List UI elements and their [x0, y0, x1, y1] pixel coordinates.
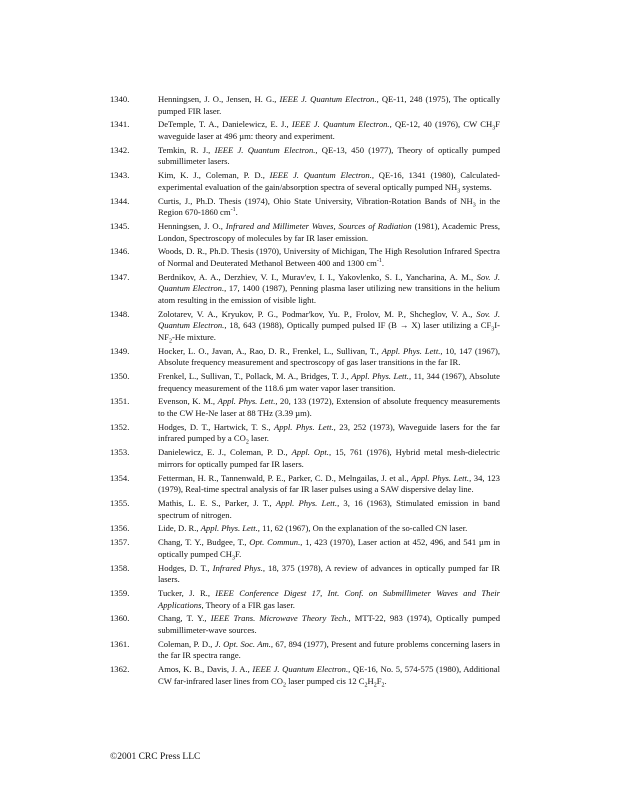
journal-title: IEEE Trans. Microwave Theory Tech. [210, 613, 349, 624]
journal-title: IEEE J. Quantum Electron. [291, 119, 390, 130]
text-run: F waveguide laser at 496 µm: theory and experiment. [158, 119, 500, 141]
text-run: , 11, 344 (1967), Absolute frequency measurement of the 118.6 µm water vapor laser transition. [158, 371, 500, 393]
text-run: DeTemple, T. A., Danielewicz, E. J., [158, 119, 292, 130]
reference-number: 1362. [110, 664, 130, 675]
reference-text [158, 498, 500, 521]
reference-number: 1352. [110, 421, 130, 432]
text-run: , MTT-22, 983 (1974), Optically pumped submillimeter-wave sources. [158, 613, 500, 635]
reference-entry [110, 371, 500, 394]
reference-number: 1350. [110, 371, 130, 381]
journal-title: IEEE J. Quantum Electron. [269, 170, 372, 181]
reference-number: 1342. [110, 144, 130, 155]
text-run: Temkin, R. J., [158, 144, 215, 155]
text-run: H [367, 675, 374, 686]
reference-text [158, 613, 500, 636]
reference-text [158, 396, 500, 419]
subscript: 3 [472, 202, 476, 209]
reference-text [158, 119, 500, 142]
text-run: Coleman, P. D., [158, 638, 215, 649]
journal-title: Appl. Phys. Lett. [217, 396, 276, 407]
reference-text [158, 145, 500, 168]
text-run: , 18, 375 (1978), A review of advances in optically pumped far IR lasers. [158, 562, 500, 585]
text-run: Curtis, J., Ph.D. Thesis (1974), Ohio State University, Vibration-Rotation Bands of NH [158, 195, 473, 206]
text-run: Chang, T. Y., Budgee, T., [158, 537, 250, 548]
text-run: Chang, T. Y., [158, 613, 211, 624]
journal-title: Appl. Phys. Lett. [351, 371, 409, 381]
text-run: Evenson, K. M., [158, 396, 218, 407]
text-run: Lide, D. R., [158, 523, 201, 534]
journal-title: Sov. J. Quantum Electron. [158, 271, 500, 294]
text-run: , 11, 62 (1967), On the explanation of the so-called CN laser. [257, 523, 468, 534]
text-run: , 15, 761 (1976), Hybrid metal mesh-dielectric mirrors for optically pumped far IR lasers. [158, 447, 500, 469]
text-run: Henningsen, J. O., [158, 220, 226, 231]
text-run: Tucker, J. R., [158, 587, 216, 598]
reference-number: 1360. [110, 613, 130, 624]
text-run: , 23, 252 (1973), Waveguide lasers for the far infrared pumped by a CO [158, 421, 500, 444]
text-run: , QE-16, No. 5, 574-575 (1980), Additional CW far-infrared laser lines from CO [158, 664, 500, 686]
reference-number: 1348. [110, 308, 130, 319]
journal-title: Appl. Phys. Lett. [274, 421, 334, 432]
journal-title: Infrared Phys. [212, 562, 263, 573]
reference-text [158, 346, 500, 369]
reference-text [158, 537, 500, 560]
text-run: systems. [460, 181, 492, 192]
text-run: (1981), Academic Press, London, Spectroscopy of molecules by far IR laser emission. [158, 220, 500, 243]
reference-entry [110, 639, 500, 662]
subscript: 2 [364, 682, 368, 689]
reference-text [158, 221, 500, 244]
text-run: , 1, 423 (1970), Laser action at 452, 496, and 541 µm in optically pumped CH [158, 537, 500, 559]
reference-entry [110, 447, 500, 470]
text-run: , 17, 1400 (1987), Penning plasma laser utilizing new transitions in the helium atom resulting in the emission of visible light. [158, 283, 500, 305]
journal-title: IEEE J. Quantum Electron. [279, 94, 377, 104]
text-run: laser. [248, 433, 269, 444]
reference-text [158, 664, 500, 687]
reference-entry [110, 396, 500, 419]
reference-number: 1361. [110, 638, 130, 649]
reference-text [158, 371, 500, 394]
journal-title: Opt. Commun. [249, 537, 301, 548]
reference-number: 1354. [110, 472, 130, 483]
journal-title: Appl. Phys. Lett. [275, 497, 338, 508]
subscript: 2 [373, 682, 377, 689]
text-run: , 34, 123 (1979), Real-time spectral analysis of far IR laser pulses using a SAW dispersive delay line. [158, 472, 500, 495]
reference-entry [110, 498, 500, 521]
text-run: , QE-16, 1341 (1980), Calculated-experimental evaluation of the gain/absorption spectra of several optically pumped NH [158, 170, 500, 192]
reference-text [158, 523, 500, 535]
text-run: , Theory of a FIR gas laser. [201, 599, 295, 610]
text-run: Hodges, D. T., [158, 562, 213, 573]
reference-text [158, 309, 500, 344]
text-run: Hodges, D. T., Hartwick, T. S., [158, 421, 274, 432]
reference-text [158, 473, 500, 496]
text-run: Woods, D. R., Ph.D. Thesis (1970), University of Michigan, The High Resolution Infrared Spectra of Normal and Deuterated Methanol Between 400 and 1300 cm [158, 246, 500, 268]
text-run: Kim, K. J., Coleman, P. D., [158, 170, 270, 181]
reference-number: 1344. [110, 195, 130, 206]
journal-title: Appl. Opt. [291, 447, 329, 458]
text-run: , 10, 147 (1967), Absolute frequency measurement and spectroscopy of gas laser transitions in the far IR. [158, 345, 500, 368]
subscript: 3 [492, 126, 496, 133]
text-run: , QE-11, 248 (1975), The optically pumped FIR laser. [158, 94, 500, 116]
reference-number: 1347. [110, 271, 130, 282]
reference-entry [110, 246, 500, 269]
text-run: Frenkel, L., Sullivan, T., Pollack, M. A., Bridges, T. J., [158, 371, 352, 381]
text-run: -He mixture. [172, 331, 216, 342]
reference-text [158, 94, 500, 117]
text-run: Danielewicz, E. J., Coleman, P. D., [158, 447, 292, 458]
superscript: -1 [230, 207, 236, 214]
reference-entry [110, 613, 500, 636]
reference-number: 1358. [110, 562, 130, 573]
text-run: Mathis, L. E. S., Parker, J. T., [158, 497, 276, 508]
journal-title: Sov. J. Quantum Electron. [158, 308, 501, 331]
reference-entry [110, 473, 500, 496]
text-run: I-NF [158, 320, 501, 342]
text-run: Zolotarev, V. A., Kryukov, P. G., Podmar'kov, Yu. P., Frolov, M. P., Shcheglov, V. A., [158, 308, 477, 319]
reference-text [158, 170, 500, 193]
reference-entry [110, 664, 500, 687]
text-run: , QE-12, 40 (1976), CW CH [389, 119, 493, 130]
reference-number: 1345. [110, 220, 130, 231]
journal-title: Appl. Phys. Lett. [411, 472, 470, 483]
text-run: , QE-13, 450 (1977), Theory of optically pumped submillimeter lasers. [158, 144, 500, 167]
copyright-footer: ©2001 CRC Press LLC [110, 752, 201, 762]
journal-title: Appl. Phys. Lett. [200, 523, 258, 534]
reference-text [158, 588, 500, 611]
reference-entry [110, 523, 500, 535]
text-run: , 3, 16 (1963), Stimulated emission in band spectrum of nitrogen. [158, 497, 500, 520]
reference-entry [110, 537, 500, 560]
reference-entry [110, 346, 500, 369]
text-run: Henningsen, J. O., Jensen, H. G., [158, 94, 280, 104]
reference-entry [110, 422, 500, 445]
journal-title: IEEE J. Quantum Electron. [214, 144, 316, 155]
reference-entry [110, 272, 500, 307]
reference-entry [110, 119, 500, 142]
reference-entry [110, 94, 500, 117]
text-run: laser pumped cis 12 C [285, 675, 365, 686]
reference-entry [110, 588, 500, 611]
reference-number: 1343. [110, 170, 130, 181]
text-run: F. [235, 548, 242, 559]
reference-number: 1357. [110, 537, 130, 548]
subscript: 2 [381, 682, 385, 689]
journal-title: IEEE Conference Digest 17, Int. Conf. on Submillimeter Waves and Their Applications [158, 587, 500, 610]
journal-title: Appl. Phys. Lett. [381, 345, 441, 356]
text-run: , 18, 643 (1988), Optically pumped pulsed IF (B → X) laser utilizing a CF [224, 320, 492, 331]
text-run: F [376, 675, 382, 686]
reference-text [158, 246, 500, 269]
reference-entry [110, 196, 500, 219]
text-run: Hocker, L. O., Javan, A., Rao, D. R., Frenkel, L., Sullivan, T., [158, 345, 382, 356]
reference-text [158, 272, 500, 307]
text-run: . [381, 257, 385, 268]
superscript: -1 [376, 258, 382, 265]
text-run: . [235, 207, 238, 218]
text-run: in the Region 670-1860 cm [158, 195, 501, 218]
subscript: 2 [245, 440, 249, 447]
subscript: 3 [232, 555, 236, 562]
reference-entry [110, 170, 500, 193]
reference-number: 1355. [110, 497, 130, 508]
subscript: 2 [282, 682, 286, 689]
subscript: 3 [457, 188, 461, 195]
reference-number: 1359. [110, 587, 130, 598]
reference-entry [110, 309, 500, 344]
reference-entry [110, 563, 500, 586]
reference-text [158, 639, 500, 662]
reference-number: 1353. [110, 447, 130, 458]
journal-title: J. Opt. Soc. Am. [214, 638, 271, 649]
journal-title: Infrared and Millimeter Waves, Sources of Radiation [225, 220, 412, 231]
subscript: 3 [491, 326, 495, 333]
reference-text [158, 563, 500, 586]
reference-text [158, 196, 500, 219]
text-run: Amos, K. B., Davis, J. A., [158, 664, 253, 675]
reference-text [158, 447, 500, 470]
text-run: Berdnikov, A. A., Derzhiev, V. I., Murav'ev, I. I., Yakovlenko, S. I., Yancharina, A. M., [158, 271, 477, 282]
reference-number: 1341. [110, 119, 130, 130]
reference-list [110, 94, 500, 690]
reference-text [158, 422, 500, 445]
reference-number: 1340. [110, 94, 130, 104]
reference-entry [110, 221, 500, 244]
text-run: Fetterman, H. R., Tannenwald, P. E., Parker, C. D., Melngailas, J. et al., [158, 472, 412, 483]
reference-number: 1351. [110, 396, 130, 407]
subscript: 2 [169, 338, 173, 345]
reference-number: 1346. [110, 246, 130, 257]
reference-number: 1356. [110, 523, 130, 534]
text-run: , 67, 894 (1977), Present and future problems concerning lasers in the far IR spectra range. [158, 638, 500, 661]
text-run: , 20, 133 (1972), Extension of absolute frequency measurements to the CW He-Ne laser at 88 THz (3.39 µm). [158, 396, 500, 418]
journal-title: IEEE J. Quantum Electron. [252, 664, 349, 675]
reference-entry [110, 145, 500, 168]
text-run: . [384, 675, 387, 686]
reference-number: 1349. [110, 345, 130, 356]
